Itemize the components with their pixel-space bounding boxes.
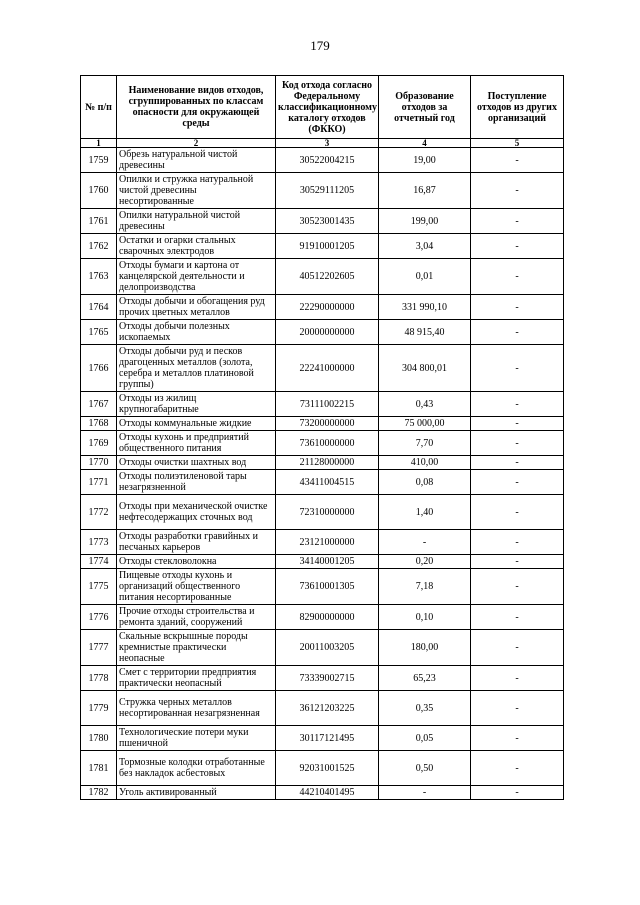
fkko-code: 92031001525 [276,751,379,786]
fkko-code: 73610000000 [276,431,379,456]
waste-name: Прочие отходы строительства и ремонта зданий, сооружений [117,605,276,630]
header-number: № п/п [81,76,117,139]
formed-amount: 0,35 [379,691,471,726]
row-number: 1761 [81,209,117,234]
table-row [81,569,564,605]
formed-amount: 199,00 [379,209,471,234]
header-received: Поступление отходов из других организаций [471,76,564,139]
row-number: 1780 [81,726,117,751]
waste-name: Отходы из жилищ крупногабаритные [117,392,276,417]
row-number: 1771 [81,470,117,495]
formed-amount: 0,08 [379,470,471,495]
table-row [81,605,564,630]
row-number: 1774 [81,555,117,569]
waste-name: Отходы бумаги и картона от канцелярской деятельности и делопроизводства [117,259,276,295]
table-row [81,209,564,234]
fkko-code: 73200000000 [276,417,379,431]
formed-amount: 331 990,10 [379,295,471,320]
formed-amount: 0,10 [379,605,471,630]
waste-name: Отходы стекловолокна [117,555,276,569]
table-row [81,751,564,786]
received-amount: - [471,173,564,209]
waste-name: Отходы разработки гравийных и песчаных карьеров [117,530,276,555]
fkko-code: 23121000000 [276,530,379,555]
table-row [81,320,564,345]
fkko-code: 30529111205 [276,173,379,209]
row-number: 1778 [81,666,117,691]
waste-name: Технологические потери муки пшеничной [117,726,276,751]
table-row [81,470,564,495]
fkko-code: 30523001435 [276,209,379,234]
table-row [81,431,564,456]
row-number: 1777 [81,630,117,666]
fkko-code: 82900000000 [276,605,379,630]
waste-name: Опилки натуральной чистой древесины [117,209,276,234]
received-amount: - [471,786,564,800]
fkko-code: 91910001205 [276,234,379,259]
formed-amount: 0,01 [379,259,471,295]
column-number: 1 [81,139,117,148]
formed-amount: - [379,530,471,555]
fkko-code: 30117121495 [276,726,379,751]
row-number: 1763 [81,259,117,295]
waste-name: Отходы добычи и обогащения руд прочих цветных металлов [117,295,276,320]
fkko-code: 20011003205 [276,630,379,666]
received-amount: - [471,234,564,259]
received-amount: - [471,691,564,726]
formed-amount: 0,43 [379,392,471,417]
row-number: 1768 [81,417,117,431]
received-amount: - [471,148,564,173]
formed-amount: 0,05 [379,726,471,751]
table-row [81,691,564,726]
received-amount: - [471,630,564,666]
row-number: 1782 [81,786,117,800]
received-amount: - [471,666,564,691]
row-number: 1769 [81,431,117,456]
page-number: 179 [310,38,330,53]
formed-amount: 19,00 [379,148,471,173]
table-body [81,148,564,800]
received-amount: - [471,259,564,295]
row-number: 1764 [81,295,117,320]
table-row [81,173,564,209]
table-row [81,495,564,530]
row-number: 1767 [81,392,117,417]
header-waste-name: Наименование видов отходов, сгруппированных по классам опасности для окружающей среды [117,76,276,139]
row-number: 1762 [81,234,117,259]
table-header-row [81,76,564,139]
fkko-code: 22241000000 [276,345,379,392]
table-row [81,555,564,569]
formed-amount: 7,18 [379,569,471,605]
column-number: 3 [276,139,379,148]
fkko-code: 22290000000 [276,295,379,320]
waste-name: Отходы кухонь и предприятий общественного питания [117,431,276,456]
table-row [81,392,564,417]
fkko-code: 43411004515 [276,470,379,495]
waste-name: Тормозные колодки отработанные без накладок асбестовых [117,751,276,786]
header-fkko-code: Код отхода согласно Федеральному классификационному каталогу отходов (ФККО) [276,76,379,139]
waste-name: Отходы добычи руд и песков драгоценных металлов (золота, серебра и металлов платиновой группы) [117,345,276,392]
row-number: 1781 [81,751,117,786]
formed-amount: 304 800,01 [379,345,471,392]
waste-name: Отходы при механической очистке нефтесодержащих сточных вод [117,495,276,530]
formed-amount: 0,20 [379,555,471,569]
formed-amount: 180,00 [379,630,471,666]
table-row [81,345,564,392]
formed-amount: 48 915,40 [379,320,471,345]
formed-amount: 75 000,00 [379,417,471,431]
received-amount: - [471,726,564,751]
received-amount: - [471,555,564,569]
fkko-code: 36121203225 [276,691,379,726]
received-amount: - [471,569,564,605]
fkko-code: 44210401495 [276,786,379,800]
fkko-code: 21128000000 [276,456,379,470]
received-amount: - [471,530,564,555]
row-number: 1775 [81,569,117,605]
received-amount: - [471,431,564,456]
waste-name: Опилки и стружка натуральной чистой древесины несортированные [117,173,276,209]
waste-name: Отходы коммунальные жидкие [117,417,276,431]
fkko-code: 34140001205 [276,555,379,569]
formed-amount: 3,04 [379,234,471,259]
received-amount: - [471,392,564,417]
row-number: 1772 [81,495,117,530]
fkko-code: 40512202605 [276,259,379,295]
column-number: 4 [379,139,471,148]
waste-name: Отходы добычи полезных ископаемых [117,320,276,345]
received-amount: - [471,495,564,530]
received-amount: - [471,417,564,431]
table-row [81,148,564,173]
formed-amount: 7,70 [379,431,471,456]
table-row [81,530,564,555]
waste-name: Смет с территории предприятия практически неопасный [117,666,276,691]
table-row [81,456,564,470]
table-row [81,259,564,295]
waste-name: Пищевые отходы кухонь и организаций общественного питания несортированные [117,569,276,605]
waste-name: Обрезь натуральной чистой древесины [117,148,276,173]
waste-name: Стружка черных металлов несортированная незагрязненная [117,691,276,726]
waste-table [80,75,564,800]
fkko-code: 73610001305 [276,569,379,605]
waste-name: Отходы полиэтиленовой тары незагрязненной [117,470,276,495]
row-number: 1760 [81,173,117,209]
table-row [81,234,564,259]
received-amount: - [471,345,564,392]
formed-amount: 16,87 [379,173,471,209]
table-row [81,630,564,666]
row-number: 1770 [81,456,117,470]
received-amount: - [471,295,564,320]
row-number: 1776 [81,605,117,630]
formed-amount: 410,00 [379,456,471,470]
table-row [81,726,564,751]
received-amount: - [471,320,564,345]
received-amount: - [471,605,564,630]
fkko-code: 20000000000 [276,320,379,345]
row-number: 1765 [81,320,117,345]
fkko-code: 30522004215 [276,148,379,173]
header-formed: Образование отходов за отчетный год [379,76,471,139]
received-amount: - [471,470,564,495]
table-row [81,666,564,691]
column-number-row [81,139,564,148]
table-row [81,786,564,800]
column-number: 5 [471,139,564,148]
row-number: 1766 [81,345,117,392]
fkko-code: 73111002215 [276,392,379,417]
row-number: 1759 [81,148,117,173]
waste-name: Уголь активированный [117,786,276,800]
fkko-code: 73339002715 [276,666,379,691]
fkko-code: 72310000000 [276,495,379,530]
formed-amount: 1,40 [379,495,471,530]
formed-amount: - [379,786,471,800]
table-row [81,295,564,320]
row-number: 1779 [81,691,117,726]
waste-name: Отходы очистки шахтных вод [117,456,276,470]
row-number: 1773 [81,530,117,555]
formed-amount: 0,50 [379,751,471,786]
received-amount: - [471,751,564,786]
waste-name: Остатки и огарки стальных сварочных электродов [117,234,276,259]
formed-amount: 65,23 [379,666,471,691]
received-amount: - [471,456,564,470]
waste-name: Скальные вскрышные породы кремнистые практически неопасные [117,630,276,666]
received-amount: - [471,209,564,234]
table-row [81,417,564,431]
column-number: 2 [117,139,276,148]
